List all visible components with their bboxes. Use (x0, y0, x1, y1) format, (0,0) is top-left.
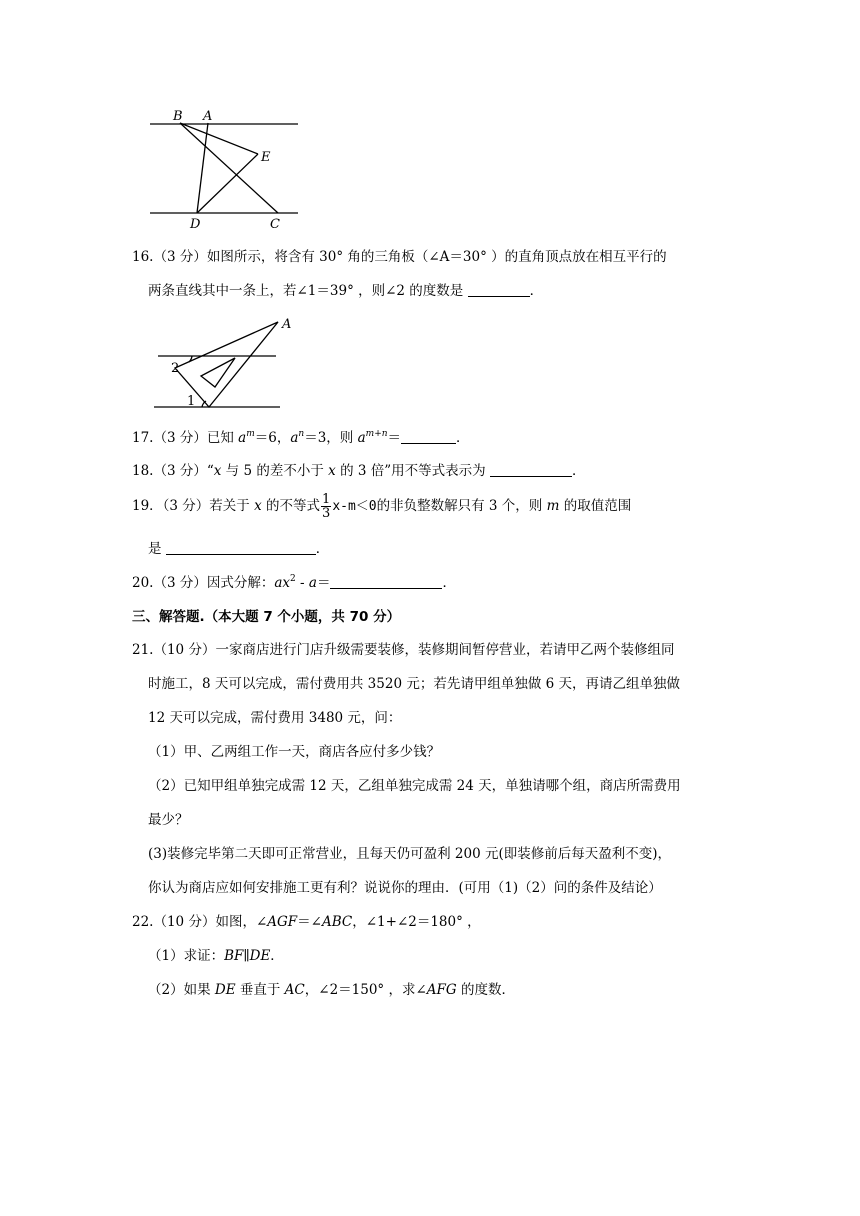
fraction-numerator: 1 (322, 492, 331, 507)
q22-line1 (132, 913, 481, 931)
fraction-one-third (321, 493, 331, 520)
q22-text: 22.（10 分）如图，∠ (132, 914, 268, 930)
q22-text: ＝∠ (297, 914, 322, 930)
exp-m: m (246, 429, 255, 439)
q19-text: 19．（3 分）若关于 (132, 498, 255, 514)
segment-BE (180, 123, 258, 154)
q17 (132, 429, 470, 447)
q18-text: 18.（3 分）“ (132, 463, 214, 479)
q22-text: （1）求证： (148, 948, 225, 964)
segment-AD (197, 123, 208, 213)
q21-sub3-line2: 你认为商店应如何安排施工更有利？说说你的理由．(可用（1)（2）问的条件及结论） (148, 880, 662, 896)
var-a: a (308, 575, 317, 591)
label-B: B (173, 109, 183, 124)
q21-line2: 时施工，8 天可以完成，需付费用共 3520 元；若先请甲组单独做 6 天，再请乙组单独做 (148, 676, 680, 692)
label-E: E (261, 150, 271, 165)
q16-line1: 16.（3 分）如图所示，将含有 30° 角的三角板（∠A＝30° ）的直角顶点放在相互平行的 (132, 249, 667, 265)
q22-text: （2）如果 (148, 982, 215, 998)
equals-sign: ＝ (316, 575, 331, 591)
segment-DE (197, 154, 258, 213)
q22-sub1 (148, 947, 284, 965)
var-a: a (290, 430, 299, 446)
q22-period: ． (270, 948, 284, 964)
q18 (132, 462, 585, 480)
q20-text: 20.（3 分）因式分解： (132, 575, 275, 591)
q20 (132, 574, 456, 592)
q19-text: 的非负整数解只有 3 个，则 (376, 498, 547, 514)
q19-line1 (132, 492, 631, 521)
label-D: D (190, 217, 201, 232)
figure-16-triangle-ruler (148, 312, 298, 414)
label-A: A (203, 109, 213, 124)
q18-period: ． (571, 463, 586, 479)
q16-period: ． (529, 283, 544, 299)
segment-AC: AC (284, 982, 305, 998)
var-x: x (254, 498, 262, 514)
section-3-heading: 三、解答题.（本大题 7 个小题，共 70 分） (132, 609, 401, 625)
q16-line2 (148, 282, 543, 300)
label-C: C (270, 217, 280, 232)
q16-answer-blank[interactable] (468, 283, 530, 297)
q19-text: 的不等式 (261, 498, 321, 514)
q21-sub2-line2: 最少？ (148, 812, 189, 828)
angle-ABC: ABC (321, 914, 353, 930)
q22-text: ，∠2＝150° ，求∠ (304, 982, 427, 998)
exp-n: n (298, 429, 305, 439)
segment-BC (180, 123, 278, 213)
q21-sub3-line1: (3)装修完毕第二天即可正常营业，且每天仍可盈利 200 元(即装修前后每天盈利不变)， (148, 846, 672, 862)
label-A: A (282, 317, 292, 332)
q22-text: ，∠1+∠2＝180° ， (352, 914, 481, 930)
q17-text: ＝3，则 (304, 430, 358, 446)
inequality-expression: x-m＜0 (332, 499, 377, 514)
q19-answer-blank[interactable] (166, 541, 316, 555)
q17-text: ＝ (387, 430, 402, 446)
expr-ax: ax (274, 575, 291, 591)
q18-text: 与 5 的差不小于 (221, 463, 329, 479)
q22-sub2 (148, 981, 515, 999)
label-1: 1 (187, 394, 196, 409)
q17-text: ＝6， (254, 430, 291, 446)
label-2: 2 (171, 361, 180, 376)
var-a: a (238, 430, 247, 446)
q22-text: 的度数． (456, 982, 515, 998)
q21-sub1: （1）甲、乙两组工作一天，商店各应付多少钱？ (148, 744, 441, 760)
minus-sign: - (295, 575, 309, 591)
q21-line1: 21.（10 分）一家商店进行门店升级需要装修，装修期间暂停营业，若请甲乙两个装修组同 (132, 642, 675, 658)
q20-period: ． (442, 575, 456, 591)
q19-line2 (148, 540, 329, 558)
q17-answer-blank[interactable] (401, 430, 456, 444)
angle-AFG: AFG (426, 982, 457, 998)
q18-text: 的 3 倍”用不等式表示为 (335, 463, 490, 479)
q16-text: 两条直线其中一条上，若∠1＝39° ，则∠2 的度数是 (148, 283, 468, 299)
exp-m-plus-n: m+n (365, 429, 388, 439)
q21-line3: 12 天可以完成，需付费用 3480 元，问： (148, 710, 402, 726)
var-a: a (357, 430, 366, 446)
q20-answer-blank[interactable] (330, 575, 442, 589)
bf-parallel-de: BF∥DE (224, 948, 271, 964)
var-x: x (328, 463, 336, 479)
q19-text: 的取值范围 (559, 498, 632, 514)
q17-text: 17.（3 分）已知 (132, 430, 239, 446)
figure-15-parallel-lines (140, 104, 310, 234)
var-x: x (213, 463, 222, 479)
segment-DE: DE (214, 982, 236, 998)
q18-answer-blank[interactable] (490, 463, 572, 477)
q19-text: 是 (148, 541, 166, 557)
exp-2: 2 (290, 574, 296, 584)
fraction-denominator: 3 (322, 506, 331, 521)
angle-AGF: AGF (267, 914, 298, 930)
var-m: m (546, 498, 560, 514)
q21-sub2-line1: （2）已知甲组单独完成需 12 天，乙组单独完成需 24 天，单独请哪个组，商店所需费用 (148, 778, 681, 794)
q17-period: ． (456, 430, 470, 446)
q22-text: 垂直于 (235, 982, 285, 998)
q19-period: ． (315, 541, 330, 557)
inner-triangle (201, 358, 235, 387)
angle-1-arc (202, 401, 206, 407)
